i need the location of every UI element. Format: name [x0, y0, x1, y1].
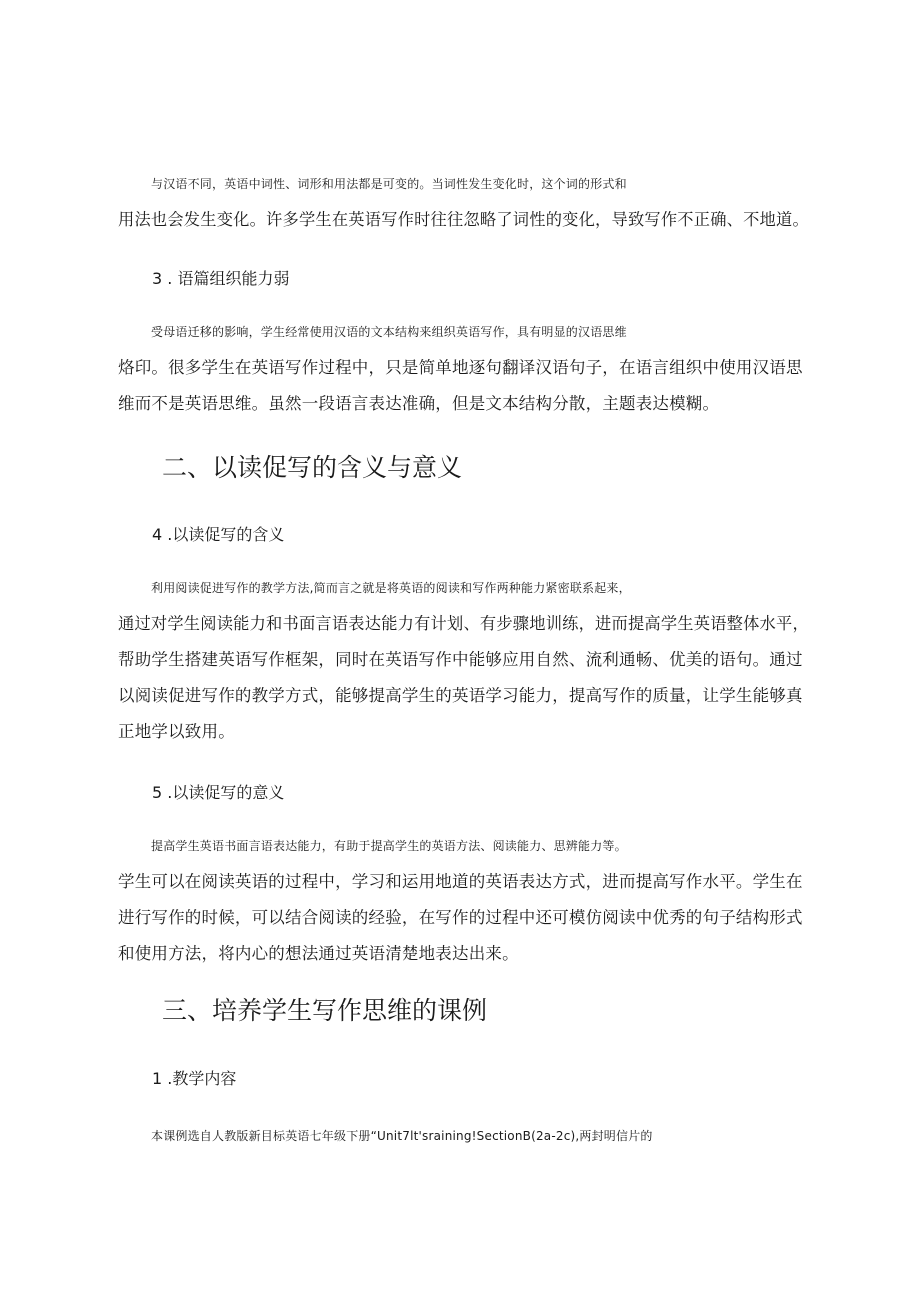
- text-line: 维而不是英语思维。虽然一段语言表达准确，但是文本结构分散，主题表达模糊。: [118, 394, 720, 413]
- subheading-1: 1 .教学内容: [152, 1069, 237, 1088]
- text-line: 通过对学生阅读能力和书面言语表达能力有计划、有步骤地训练，进而提高学生英语整体水平，: [118, 614, 809, 633]
- text-line: 利用阅读促进写作的教学方法,简而言之就是将英语的阅读和写作两种能力紧密联系起来，: [151, 581, 631, 595]
- section-heading-3: 三、培养学生写作思维的课例: [162, 996, 488, 1025]
- text-line: 帮助学生搭建英语写作框架，同时在英语写作中能够应用自然、流利通畅、优美的语句。通过: [118, 650, 803, 669]
- text-line: 用法也会发生变化。许多学生在英语写作时往往忽略了词性的变化，导致写作不正确、不地道。: [118, 210, 809, 229]
- text-line: 以阅读促进写作的教学方式，能够提高学生的英语学习能力，提高写作的质量，让学生能够真: [118, 686, 803, 705]
- text-line: 本课例选自人教版新目标英语七年级下册“Unit7lt'sraining!SectionB(2a-2c),两封明信片的: [151, 1129, 653, 1143]
- text-line: 进行写作的时候，可以结合阅读的经验，在写作的过程中还可模仿阅读中优秀的句子结构形式: [118, 908, 803, 927]
- text-line: 正地学以致用。: [118, 722, 235, 741]
- paragraph-lesson-content: [118, 1118, 818, 1154]
- paragraph-word-class: [118, 166, 818, 238]
- subheading-3: 3 . 语篇组织能力弱: [152, 269, 290, 288]
- text-line: 学生可以在阅读英语的过程中，学习和运用地道的英语表达方式，进而提高写作水平。学生在: [118, 872, 803, 891]
- subheading-4: 4 .以读促写的含义: [152, 525, 285, 544]
- paragraph-discourse: [118, 314, 818, 422]
- section-heading-2: 二、以读促写的含义与意义: [162, 453, 463, 482]
- text-line: 提高学生英语书面言语表达能力，有助于提高学生的英语方法、阅读能力、思辨能力等。: [151, 839, 627, 853]
- paragraph-significance: [118, 828, 818, 972]
- subheading-5: 5 .以读促写的意义: [152, 783, 285, 802]
- text-line: 与汉语不同，英语中词性、词形和用法都是可变的。当词性发生变化时，这个词的形式和: [151, 177, 627, 191]
- text-line: 和使用方法，将内心的想法通过英语清楚地表达出来。: [118, 944, 519, 963]
- paragraph-meaning: [118, 570, 818, 750]
- text-line: 受母语迁移的影响，学生经常使用汉语的文本结构来组织英语写作，具有明显的汉语思维: [151, 325, 627, 339]
- text-line: 烙印。很多学生在英语写作过程中，只是简单地逐句翻译汉语句子，在语言组织中使用汉语思: [118, 358, 803, 377]
